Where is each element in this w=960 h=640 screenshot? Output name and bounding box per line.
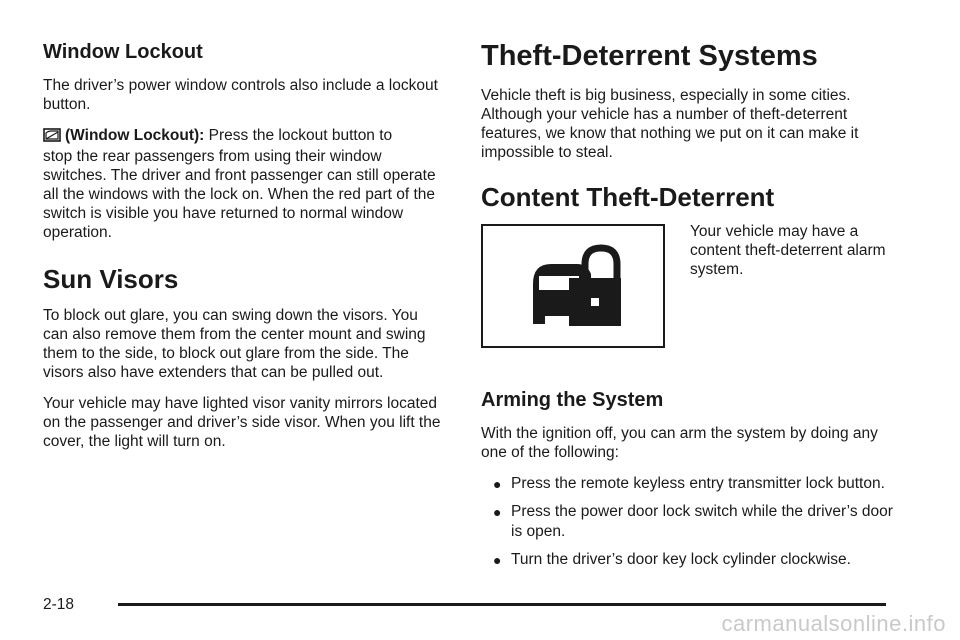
bullet-icon: ● [493, 552, 502, 568]
window-lockout-label: (Window Lockout): [65, 127, 205, 144]
arming-list [493, 474, 901, 570]
watermark: carmanualsonline.info [721, 611, 946, 636]
arming-heading: Arming the System [481, 389, 664, 411]
vehicle-lock-icon [525, 244, 625, 330]
window-lockout-line [43, 126, 443, 145]
bullet-icon: ● [493, 476, 502, 492]
list-item-text: Press the power door lock switch while the driver’s door is open. [511, 503, 893, 540]
window-lockout-first-line: Press the lockout button to [208, 127, 393, 144]
page-number: 2-18 [43, 596, 75, 613]
content-theft-block [481, 224, 901, 354]
sun-visors-heading: Sun Visors [43, 264, 179, 294]
sun-visors-paragraph-2: Your vehicle may have lighted visor vanity mirrors located on the passenger and driver’s side visor. When you lift the cover, the light will turn on. [43, 395, 441, 450]
footer-rule [118, 603, 886, 606]
arming-intro: With the ignition off, you can arm the system by doing any one of the following: [481, 425, 878, 461]
list-item [493, 474, 901, 494]
list-item-text: Turn the driver’s door key lock cylinder clockwise. [511, 551, 851, 568]
window-lockout-heading: Window Lockout [43, 41, 203, 63]
list-item [493, 502, 901, 542]
window-lockout-icon [43, 128, 61, 142]
theft-deterrent-intro: Vehicle theft is big business, especially in some cities. Although your vehicle has a number of theft-deterrent features, we know that nothing we put on it can make it impossible to steal. [481, 87, 859, 161]
content-theft-text: Your vehicle may have a content theft-deterrent alarm system. [690, 223, 886, 278]
vehicle-lock-icon-box [481, 224, 665, 348]
list-item-text: Press the remote keyless entry transmitter lock button. [511, 475, 885, 492]
bullet-icon: ● [493, 504, 502, 520]
sun-visors-paragraph-1: To block out glare, you can swing down the visors. You can also remove them from the center mount and swing them to the side, to block out glare from the side. The visors also have extenders that can be pulled out. [43, 307, 426, 381]
window-lockout-intro: The driver’s power window controls also include a lockout button. [43, 77, 438, 113]
left-column [43, 40, 443, 463]
theft-deterrent-heading: Theft-Deterrent Systems [481, 40, 818, 72]
right-column [481, 40, 901, 578]
window-lockout-body: stop the rear passengers from using their window switches. The driver and front passenger can still operate all the windows with the lock on. When the red part of the switch is visible you have returned to normal window operation. [43, 148, 436, 241]
content-theft-heading: Content Theft-Deterrent [481, 182, 775, 212]
list-item [493, 550, 901, 570]
